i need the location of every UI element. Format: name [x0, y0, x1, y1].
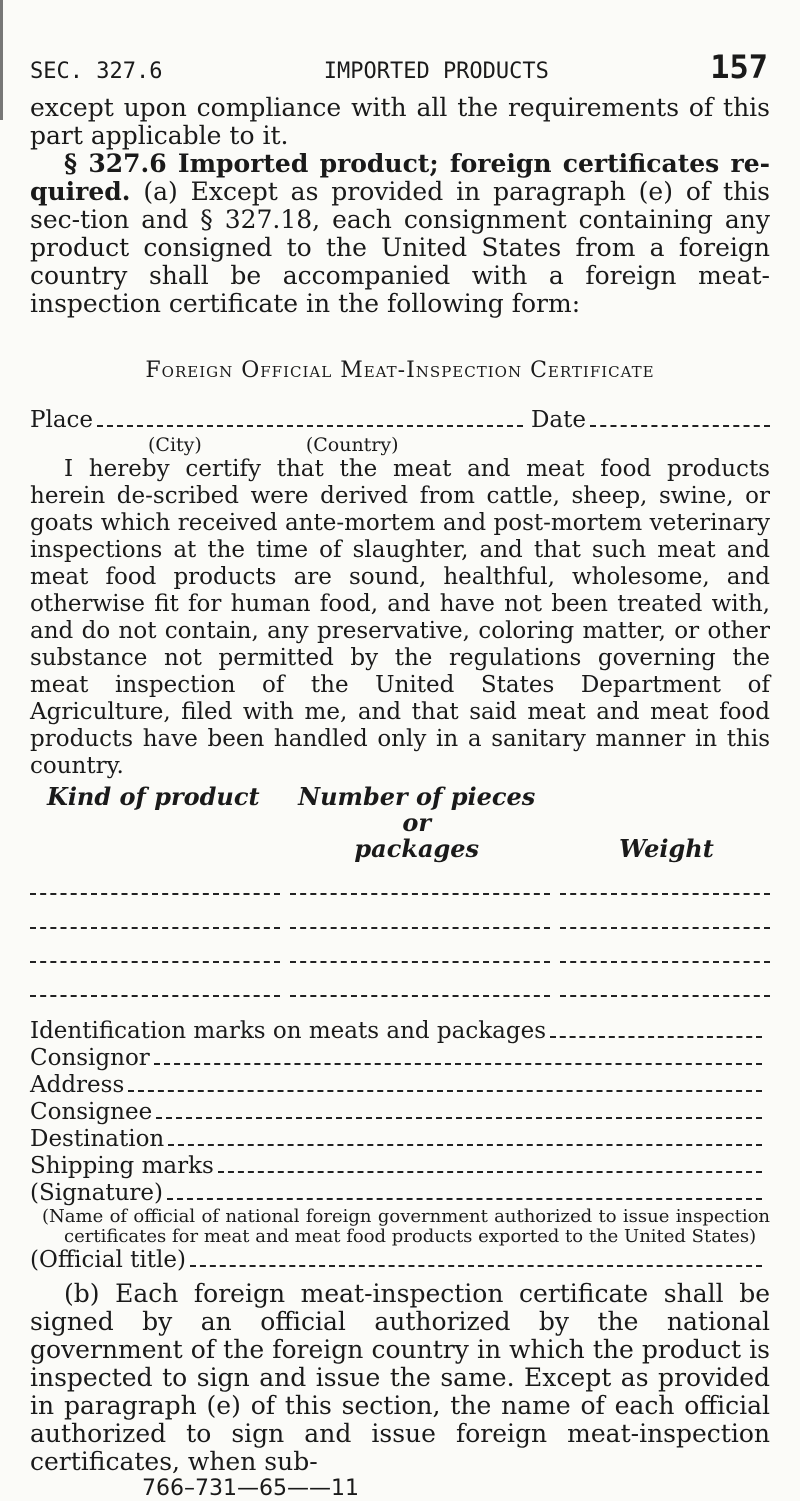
shipping-marks-label: Shipping marks — [30, 1153, 214, 1179]
identification-label: Identification marks on meats and packages — [30, 1018, 547, 1044]
col-number-line1: Number of pieces or — [298, 782, 536, 837]
destination-line — [30, 1126, 770, 1153]
shipping-marks-line — [30, 1153, 770, 1180]
certification-text: I hereby certify that the meat and meat food products herein de-scribed were derived from cattle, sheep, swine, or goats which received ante-mortem and post-mortem veterinary inspections at the time of slaughter, and that such meat and meat food products are sound, healthful, wholesome, and otherwise fit for human food, and have not been treated with, and do not contain, any preservative, coloring matter, or other substance not permitted by the regulations governing the meat inspection of the United States Department of Agriculture, filed with me, and that said meat and meat food products have been handled only in a sanitary manner in this country. — [30, 456, 770, 779]
official-name-note: (Name of official of national foreign government authorized to issue inspection certificates for meat and meat food products exported to the United States) — [42, 1206, 770, 1247]
blank-row — [30, 944, 770, 978]
destination-label: Destination — [30, 1126, 165, 1152]
certificate-form — [30, 407, 770, 1274]
date-label: Date — [530, 407, 586, 433]
product-blank-rows — [30, 876, 770, 1012]
official-title-label: (Official title) — [30, 1247, 186, 1273]
signature-label: (Signature) — [30, 1180, 163, 1206]
address-label: Address — [30, 1072, 125, 1098]
section-number: SEC. 327.6 — [30, 59, 163, 84]
blank-row — [30, 910, 770, 944]
section-heading: § 327.6 Imported product; foreign certificates re-quired. — [30, 149, 770, 206]
place-blank — [97, 424, 523, 427]
consignor-label: Consignor — [30, 1045, 150, 1071]
blank-row — [30, 876, 770, 910]
print-footer: 766–731—65——11 — [142, 1476, 359, 1501]
col-number — [289, 784, 545, 862]
col-kind: Kind of product — [46, 782, 260, 811]
consignee-label: Consignee — [30, 1099, 153, 1125]
blank-row — [30, 978, 770, 1012]
page-body — [30, 94, 770, 1501]
col-number-line2: packages — [354, 834, 480, 863]
address-line — [30, 1072, 770, 1099]
running-head — [30, 48, 768, 84]
intro-paragraph: except upon compliance with all the requirements of this part applicable to it. — [30, 93, 770, 150]
country-label: (Country) — [305, 434, 399, 456]
city-label: (City) — [148, 434, 202, 456]
section-paragraph — [30, 150, 770, 318]
section-text: (a) Except as provided in paragraph (e) of this sec-tion and § 327.18, each consignment containing any product consigned to the United States from a foreign country shall be accompanied with a foreign meat-inspection certificate in the following form: — [30, 177, 771, 318]
place-label: Place — [30, 407, 94, 433]
page-number: 157 — [710, 48, 768, 86]
page-edge-shadow — [0, 0, 3, 120]
form-fields — [30, 1018, 770, 1207]
consignee-line — [30, 1099, 770, 1126]
col-weight: Weight — [619, 834, 714, 863]
date-blank — [590, 424, 770, 427]
product-columns-header — [30, 784, 770, 862]
official-title-line — [30, 1247, 770, 1274]
place-sublabels — [30, 434, 770, 456]
identification-line — [30, 1018, 770, 1045]
place-date-line — [30, 407, 770, 434]
form-title: Foreign Official Meat-Inspection Certificate — [145, 358, 655, 383]
paragraph-b: (b) Each foreign meat-inspection certificate shall be signed by an official authorized by the national government of the foreign country in which the product is inspected to sign and issue the same. Except as provided in paragraph (e) of this section, the name of each official authorized to sign and issue foreign meat-inspection certificates, when sub- — [30, 1279, 770, 1476]
signature-line — [30, 1180, 770, 1207]
running-title: IMPORTED PRODUCTS — [323, 59, 549, 84]
consignor-line — [30, 1045, 770, 1072]
